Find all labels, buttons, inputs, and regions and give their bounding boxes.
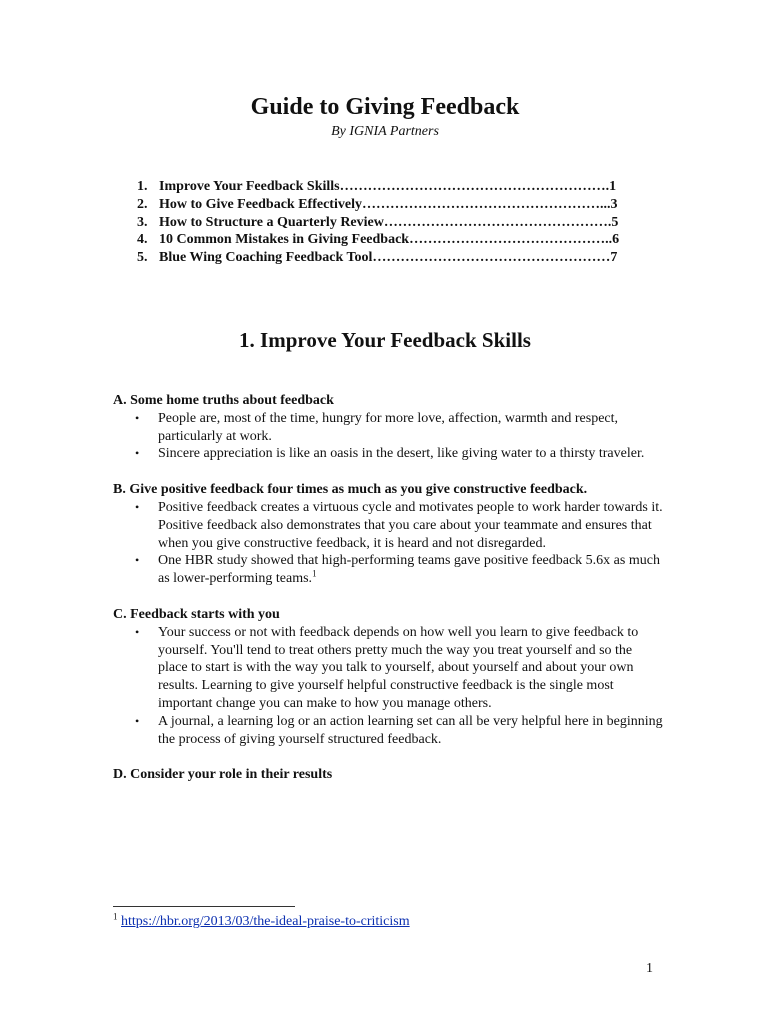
section-body xyxy=(113,392,663,784)
toc-item-link[interactable]: Improve Your Feedback Skills………………………………………………….1 xyxy=(159,179,617,194)
list-item-text: Positive feedback creates a virtuous cycle and motivates people to work harder towards it. Positive feedback also demonstrates that you care about your teammate and ensures that when you give constructive feedback, it is heard and not disregarded. xyxy=(158,499,663,551)
toc-item[interactable] xyxy=(137,231,657,249)
list-item xyxy=(113,499,663,552)
bullet-icon: • xyxy=(135,410,140,425)
bullet-icon: • xyxy=(135,713,140,728)
document-title: Guide to Giving Feedback xyxy=(250,94,520,120)
bullet-list xyxy=(113,410,663,463)
bullet-list xyxy=(113,624,663,749)
toc-item-number: 1. xyxy=(137,179,148,194)
toc-item[interactable] xyxy=(137,249,657,267)
subsection-heading: B. Give positive feedback four times as much as you give constructive feedback. xyxy=(113,482,588,498)
list-item-text: People are, most of the time, hungry for more love, affection, warmth and respect, particularly at work. xyxy=(158,410,619,444)
bullet-list xyxy=(113,499,663,588)
toc-item-number: 4. xyxy=(137,232,148,248)
list-item xyxy=(113,552,663,588)
footnote-reference[interactable]: 1 xyxy=(312,568,317,579)
footnote-divider xyxy=(113,906,295,907)
list-item xyxy=(113,624,663,713)
footnote-link[interactable]: https://hbr.org/2013/03/the-ideal-praise-to-criticism xyxy=(121,914,410,929)
toc-item-number: 2. xyxy=(137,196,148,212)
page-number: 1 xyxy=(646,961,653,976)
bullet-icon: • xyxy=(135,624,140,639)
toc-item[interactable] xyxy=(137,196,657,214)
list-item xyxy=(113,445,663,463)
bullet-icon: • xyxy=(135,499,140,514)
toc-item[interactable] xyxy=(137,214,657,232)
section-title: 1. Improve Your Feedback Skills xyxy=(239,328,531,352)
toc-item-number: 3. xyxy=(137,214,148,230)
footnote xyxy=(113,911,410,930)
list-item-text: Your success or not with feedback depends on how well you learn to give feedback to yourself. You'll tend to treat others pretty much the way you treat yourself and so the place to start is with the way you talk to yourself, about yourself and about your own results. Learning to give yourself helpful constructive feedback is the single most important change you can make to how you manage others. xyxy=(158,624,639,711)
list-item-text: One HBR study showed that high-performing teams gave positive feedback 5.6x as much as lower-performing teams. xyxy=(158,553,660,587)
document-byline: By IGNIA Partners xyxy=(331,124,439,139)
toc-item-number: 5. xyxy=(137,250,148,266)
list-item-text: A journal, a learning log or an action learning set can all be very helpful here in beginning the process of giving yourself structured feedback. xyxy=(158,713,663,747)
toc-item-link[interactable]: Blue Wing Coaching Feedback Tool……………………………………………7 xyxy=(159,250,618,266)
subsection-heading: C. Feedback starts with you xyxy=(113,606,280,622)
list-item xyxy=(113,713,663,749)
list-item xyxy=(113,410,663,446)
subsection-heading: D. Consider your role in their results xyxy=(113,767,333,783)
table-of-contents xyxy=(137,178,657,267)
bullet-icon: • xyxy=(135,446,140,461)
subsection-heading: A. Some home truths about feedback xyxy=(113,393,334,408)
toc-item[interactable] xyxy=(137,178,657,196)
toc-item-link[interactable]: 10 Common Mistakes in Giving Feedback……………………………………..6 xyxy=(159,232,620,248)
toc-item-link[interactable]: How to Give Feedback Effectively……………………………………………...3 xyxy=(159,196,618,212)
toc-item-link[interactable]: How to Structure a Quarterly Review………………………………………….5 xyxy=(159,214,619,230)
list-item-text: Sincere appreciation is like an oasis in the desert, like giving water to a thirsty traveler. xyxy=(158,446,645,462)
footnote-marker: 1 xyxy=(113,911,118,922)
bullet-icon: • xyxy=(135,553,140,568)
